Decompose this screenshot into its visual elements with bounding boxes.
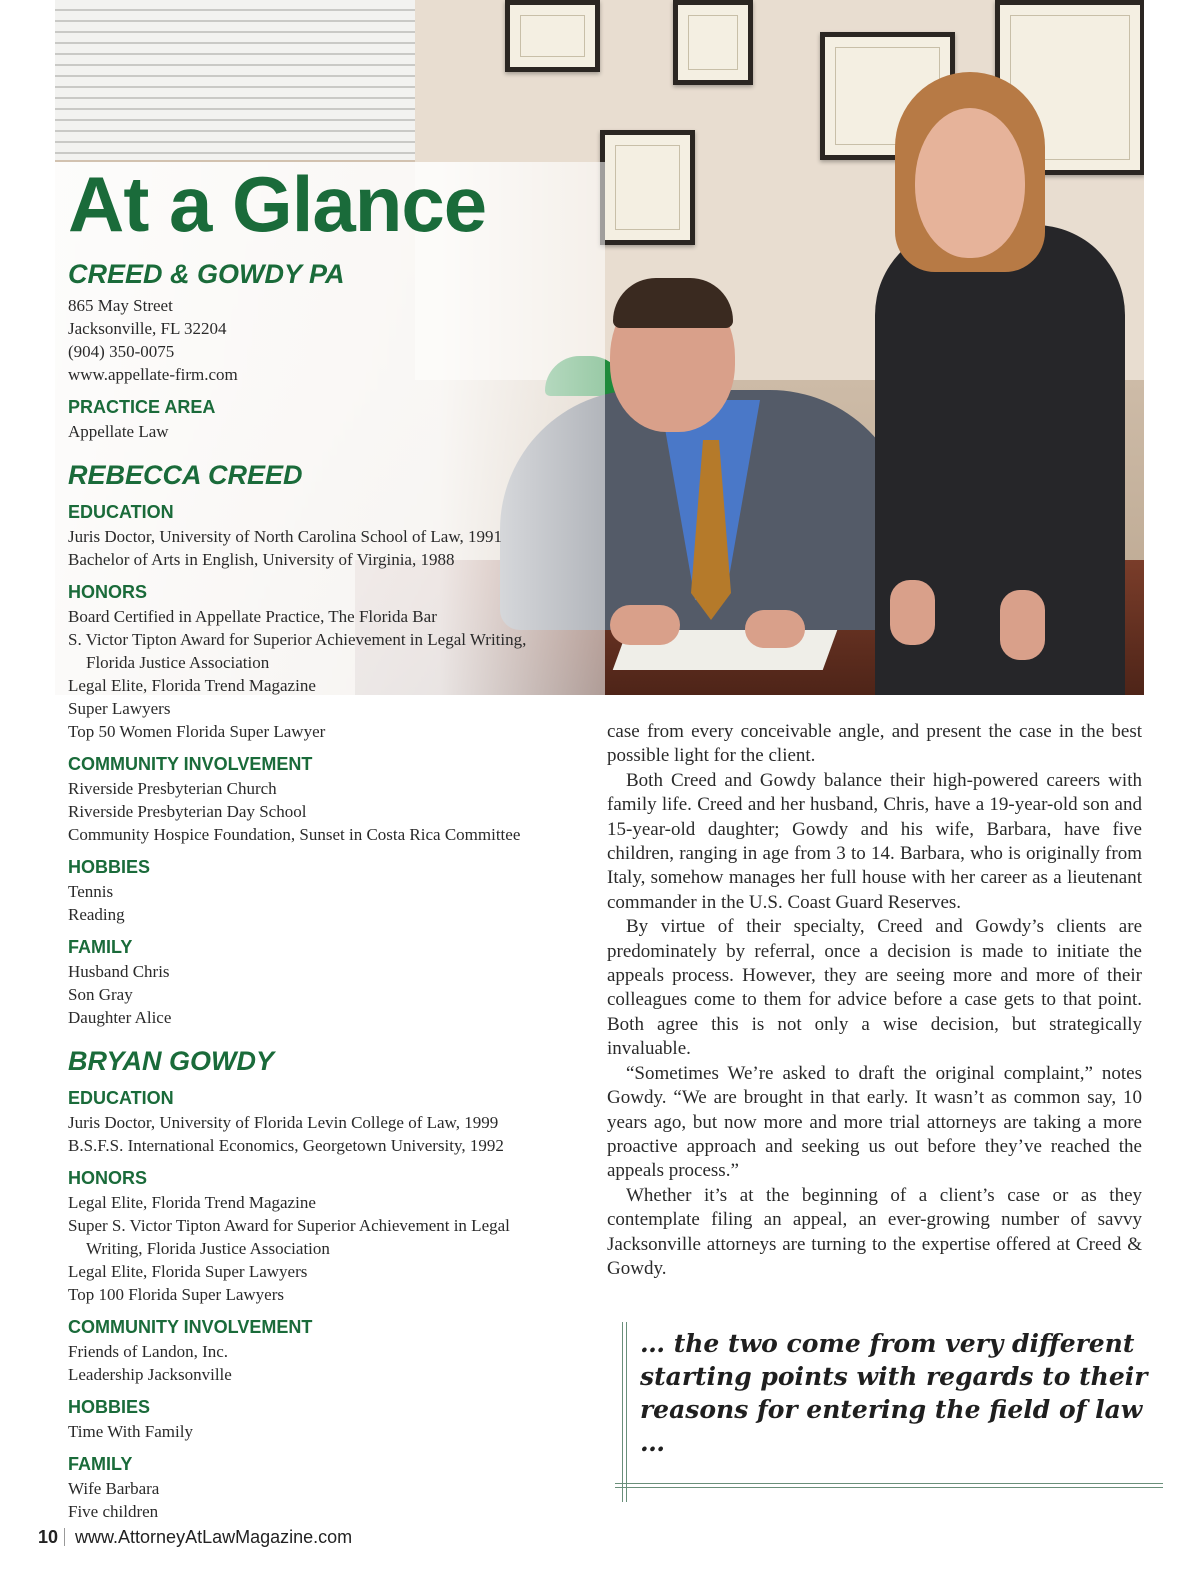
bryan-education-heading: EDUCATION	[68, 1088, 174, 1108]
family-item: Wife Barbara	[68, 1479, 160, 1498]
rebecca-family-heading: FAMILY	[68, 937, 133, 957]
quote-rule	[622, 1322, 623, 1502]
pull-quote: … the two come from very different starting points with regards to their reasons for entering the field of law …	[640, 1329, 1148, 1457]
rebecca-hobbies-heading: HOBBIES	[68, 857, 151, 877]
article-paragraph: Whether it’s at the beginning of a client’s case or as they contemplate filing an appeal, an ever-growing number of savvy Jacksonville attorneys are turning to the expertise offered at Creed & Gowdy.	[607, 1184, 1142, 1279]
practice-area-heading: PRACTICE AREA	[68, 397, 216, 417]
honor-item: Legal Elite, Florida Super Lawyers	[68, 1262, 308, 1281]
honor-item: Super S. Victor Tipton Award for Superior Achievement in Legal	[68, 1216, 510, 1235]
man-hand	[610, 605, 680, 645]
education-item: Bachelor of Arts in English, University of Virginia, 1988	[68, 550, 455, 569]
family-item: Husband Chris	[68, 962, 170, 981]
quote-rule	[615, 1487, 1163, 1488]
diploma-frame	[673, 0, 753, 85]
bryan-community-heading: COMMUNITY INVOLVEMENT	[68, 1317, 313, 1337]
page-title: At a Glance	[68, 160, 487, 248]
page-footer	[38, 1527, 352, 1548]
rebecca-community-heading: COMMUNITY INVOLVEMENT	[68, 754, 313, 774]
honor-item: Legal Elite, Florida Trend Magazine	[68, 1193, 316, 1212]
article-paragraph: By virtue of their specialty, Creed and Gowdy’s clients are predominately by referral, once a decision is made to initiate the appeals process. However, they are seeing more and more of their colleagues come to them for advice before a case gets to that point. Both agree this is not only a wise decision, but strategically invaluable.	[607, 916, 1142, 1060]
article-paragraph: case from every conceivable angle, and present the case in the best possible light for the client.	[607, 721, 1142, 767]
education-item: Juris Doctor, University of Florida Levin College of Law, 1999	[68, 1113, 499, 1132]
honor-item: Legal Elite, Florida Trend Magazine	[68, 676, 316, 695]
honor-item: Super Lawyers	[68, 699, 171, 718]
bryan-family-heading: FAMILY	[68, 1454, 133, 1474]
rebecca-name: REBECCA CREED	[68, 460, 303, 490]
community-item: Friends of Landon, Inc.	[68, 1342, 229, 1361]
diploma-frame	[600, 130, 695, 245]
bryan-hobbies-heading: HOBBIES	[68, 1397, 151, 1417]
hobby-item: Tennis	[68, 882, 114, 901]
woman-hand	[1000, 590, 1045, 660]
quote-rule	[615, 1483, 1163, 1484]
education-item: B.S.F.S. International Economics, Georgetown University, 1992	[68, 1136, 504, 1155]
woman-face	[915, 108, 1025, 258]
page-number: 10	[38, 1527, 59, 1547]
man-hand	[745, 610, 805, 648]
footer-divider	[64, 1528, 65, 1546]
quote-rule	[626, 1322, 627, 1502]
woman-hand	[890, 580, 935, 645]
article-paragraph: Both Creed and Gowdy balance their high-powered careers with family life. Creed and her husband, Chris, have a 19-year-old son and 15-year-old daughter; Gowdy and his wife, Barbara, have five children, ranging in age from 3 to 14. Barbara, who is originally from Italy, somehow manages her full house with her career as a lieutenant commander in the U.S. Coast Guard Reserves.	[607, 769, 1142, 913]
honor-item: Top 100 Florida Super Lawyers	[68, 1285, 284, 1304]
phone-number: (904) 350-0075	[68, 342, 175, 361]
education-item: Juris Doctor, University of North Carolina School of Law, 1991	[68, 527, 503, 546]
community-item: Community Hospice Foundation, Sunset in Costa Rica Committee	[68, 825, 521, 844]
honor-item: Board Certified in Appellate Practice, The Florida Bar	[68, 607, 437, 626]
rebecca-honors-heading: HONORS	[68, 582, 148, 602]
bryan-name: BRYAN GOWDY	[68, 1046, 275, 1076]
address-line: Jacksonville, FL 32204	[68, 319, 227, 338]
magazine-website: www.AttorneyAtLawMagazine.com	[75, 1527, 353, 1547]
hobby-item: Time With Family	[68, 1422, 193, 1441]
honor-item: S. Victor Tipton Award for Superior Achievement in Legal Writing,	[68, 630, 527, 649]
hobby-item: Reading	[68, 905, 125, 924]
firm-name: CREED & GOWDY PA	[68, 259, 345, 289]
sidebar	[68, 258, 568, 1523]
window-blinds	[55, 0, 415, 160]
diploma-frame	[505, 0, 600, 72]
pull-quote-box	[615, 1322, 1163, 1502]
firm-website: www.appellate-firm.com	[68, 365, 238, 384]
family-item: Daughter Alice	[68, 1008, 172, 1027]
article-paragraph: “Sometimes We’re asked to draft the original complaint,” notes Gowdy. “We are brought in that early. It wasn’t as common say, 10 years ago, but now more and more trial attorneys are taking a more proactive approach and seeking us out before they’ve reached the appeals process.”	[607, 1062, 1142, 1182]
family-item: Son Gray	[68, 985, 133, 1004]
honor-item: Top 50 Women Florida Super Lawyer	[68, 722, 326, 741]
bryan-honors-heading: HONORS	[68, 1168, 148, 1188]
honor-item: Writing, Florida Justice Association	[86, 1239, 330, 1258]
honor-item: Florida Justice Association	[86, 653, 270, 672]
article-body	[607, 720, 1142, 1281]
family-item: Five children	[68, 1502, 159, 1521]
community-item: Leadership Jacksonville	[68, 1365, 232, 1384]
man-hair	[613, 278, 733, 328]
community-item: Riverside Presbyterian Church	[68, 779, 277, 798]
practice-area: Appellate Law	[68, 422, 169, 441]
community-item: Riverside Presbyterian Day School	[68, 802, 307, 821]
rebecca-education-heading: EDUCATION	[68, 502, 174, 522]
address-line: 865 May Street	[68, 296, 173, 315]
